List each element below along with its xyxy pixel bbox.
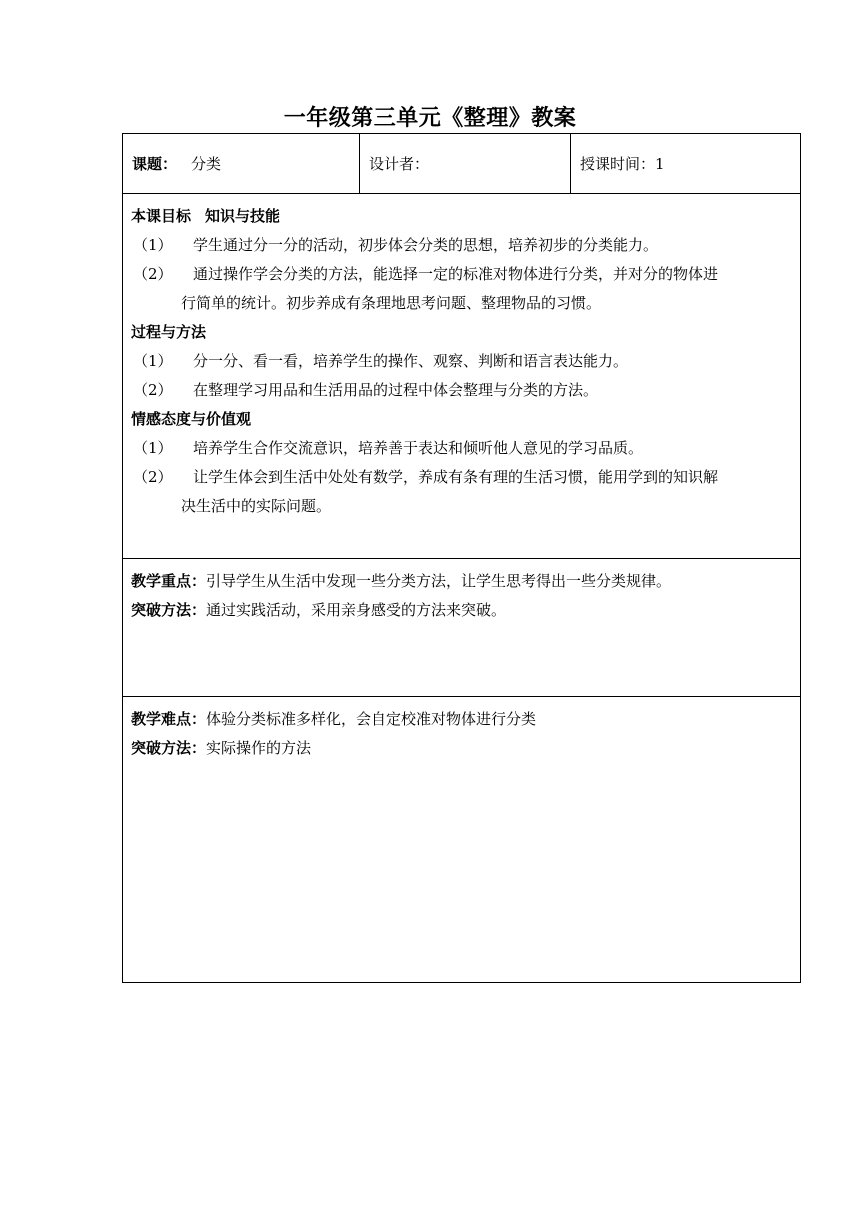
key-points-row <box>123 559 801 697</box>
item-number: （2） <box>133 381 173 399</box>
item-number: （1） <box>133 352 173 370</box>
key-point-line <box>131 567 792 596</box>
time-label: 授课时间： <box>580 155 656 173</box>
key-point-label: 教学重点： <box>131 572 207 590</box>
list-item <box>131 260 792 318</box>
key-method-label: 突破方法： <box>131 601 207 619</box>
key-method-text: 通过实践活动，采用亲身感受的方法来突破。 <box>206 601 507 619</box>
difficulty-label: 教学难点： <box>131 710 207 728</box>
section-title-attitude: 情感态度与价值观 <box>131 410 252 428</box>
header-row <box>123 134 801 194</box>
key-method-line <box>131 596 792 625</box>
list-item <box>131 463 792 521</box>
list-item <box>131 376 792 405</box>
topic-value: 分类 <box>191 155 222 173</box>
item-text-continued: 行简单的统计。初步养成有条理地思考问题、整理物品的习惯。 <box>181 294 602 312</box>
difficulties-cell <box>123 697 801 983</box>
designer-cell <box>360 134 571 194</box>
item-text-block <box>181 260 792 318</box>
key-point-text: 引导学生从生活中发现一些分类方法，让学生思考得出一些分类规律。 <box>206 572 672 590</box>
objectives-heading: 本课目标 <box>131 207 192 225</box>
section-title-process: 过程与方法 <box>131 323 207 341</box>
item-number: （2） <box>133 468 173 486</box>
item-number: （1） <box>133 236 173 254</box>
difficulty-method-text: 实际操作的方法 <box>206 739 312 757</box>
topic-label: 课题： <box>132 155 178 173</box>
item-text: 学生通过分一分的活动，初步体会分类的思想，培养初步的分类能力。 <box>193 236 659 254</box>
key-points-cell <box>123 559 801 697</box>
designer-label: 设计者： <box>369 155 430 173</box>
time-cell <box>571 134 801 194</box>
difficulties-row <box>123 697 801 983</box>
item-text: 在整理学习用品和生活用品的过程中体会整理与分类的方法。 <box>193 381 599 399</box>
section-title-knowledge: 知识与技能 <box>205 207 281 225</box>
document-title: 一年级第三单元《整理》教案 <box>283 106 577 131</box>
item-number: （1） <box>133 439 173 457</box>
item-number: （2） <box>133 265 173 283</box>
difficulty-text: 体验分类标准多样化，会自定校准对物体进行分类 <box>206 710 537 728</box>
difficulty-method-label: 突破方法： <box>131 739 207 757</box>
item-text: 分一分、看一看，培养学生的操作、观察、判断和语言表达能力。 <box>193 352 629 370</box>
item-text-block <box>181 463 792 521</box>
list-item <box>131 434 792 463</box>
difficulty-line <box>131 705 792 734</box>
item-text: 培养学生合作交流意识，培养善于表达和倾听他人意见的学习品质。 <box>193 439 644 457</box>
objectives-row <box>123 194 801 559</box>
list-item <box>131 347 792 376</box>
item-text: 让学生体会到生活中处处有数学，养成有条有理的生活习惯，能用学到的知识解 <box>193 468 719 486</box>
item-text: 通过操作学会分类的方法，能选择一定的标准对物体进行分类，并对分的物体进 <box>193 265 719 283</box>
difficulty-method-line <box>131 734 792 763</box>
objectives-cell <box>123 194 801 559</box>
topic-cell <box>123 134 360 194</box>
time-value: 1 <box>655 155 665 173</box>
objectives-heading-line <box>131 202 792 231</box>
item-text-continued: 决生活中的实际问题。 <box>181 497 332 515</box>
list-item <box>131 231 792 260</box>
lesson-plan-table <box>122 133 801 983</box>
